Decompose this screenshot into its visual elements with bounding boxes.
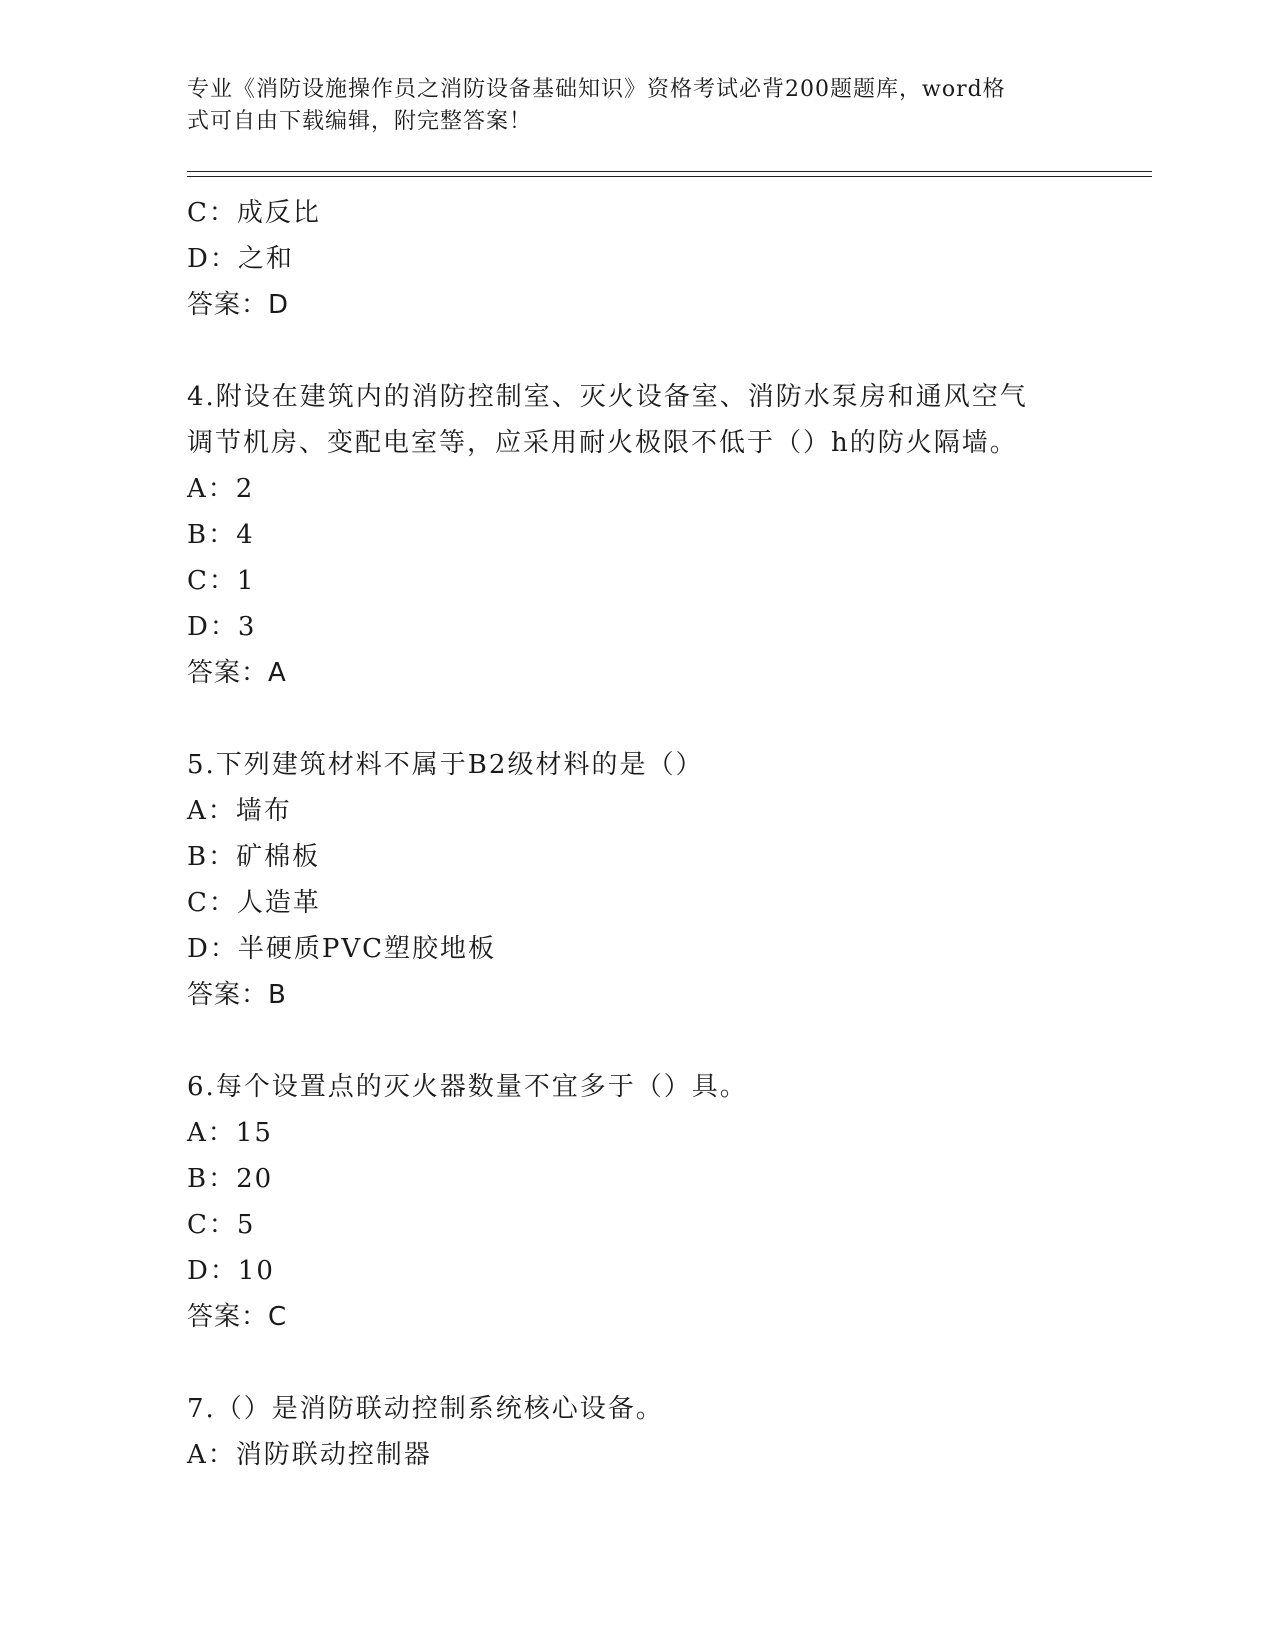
spacer [187, 1018, 1087, 1064]
question-4 [187, 374, 1087, 696]
option-c: C：成反比 [187, 198, 321, 228]
question-stem: 6.每个设置点的灭火器数量不宜多于（）具。 [187, 1072, 748, 1102]
option-c: C：1 [187, 566, 256, 596]
spacer [187, 328, 1087, 374]
option-a: A：墙布 [187, 796, 292, 826]
header-rule-top [187, 171, 1152, 172]
option-d: D：3 [187, 612, 257, 642]
question-list [187, 190, 1087, 1478]
question-stem: 4.附设在建筑内的消防控制室、灭火设备室、消防水泵房和通风空气 [187, 382, 1028, 412]
answer-line: 答案：D [187, 290, 290, 320]
question-7 [187, 1386, 1087, 1478]
header-rule-bottom [187, 176, 1152, 177]
question-stem: 5.下列建筑材料不属于B2级材料的是（） [187, 750, 704, 780]
option-d: D：10 [187, 1256, 275, 1286]
option-a: A：消防联动控制器 [187, 1440, 432, 1470]
spacer [187, 1340, 1087, 1386]
document-header [187, 74, 1067, 138]
header-line-1: 专业《消防设施操作员之消防设备基础知识》资格考试必背200题题库，word格 [187, 77, 1006, 102]
option-a: A：15 [187, 1118, 273, 1148]
option-c: C：5 [187, 1210, 256, 1240]
question-5 [187, 742, 1087, 1018]
option-a: A：2 [187, 474, 255, 504]
question-stem: 7.（）是消防联动控制系统核心设备。 [187, 1394, 664, 1424]
answer-line: 答案：A [187, 658, 287, 688]
option-b: B：矿棉板 [187, 842, 321, 872]
answer-line: 答案：C [187, 1302, 288, 1332]
question-6 [187, 1064, 1087, 1340]
question-stem-continued: 调节机房、变配电室等，应采用耐火极限不低于（）h的防火隔墙。 [187, 428, 1018, 458]
option-b: B：20 [187, 1164, 274, 1194]
option-b: B：4 [187, 520, 255, 550]
option-d: D：半硬质PVC塑胶地板 [187, 934, 497, 964]
question-3-fragment [187, 190, 1087, 328]
header-line-2: 式可自由下载编辑，附完整答案！ [187, 109, 533, 134]
option-d: D：之和 [187, 244, 294, 274]
spacer [187, 696, 1087, 742]
answer-line: 答案：B [187, 980, 287, 1010]
option-c: C：人造革 [187, 888, 321, 918]
